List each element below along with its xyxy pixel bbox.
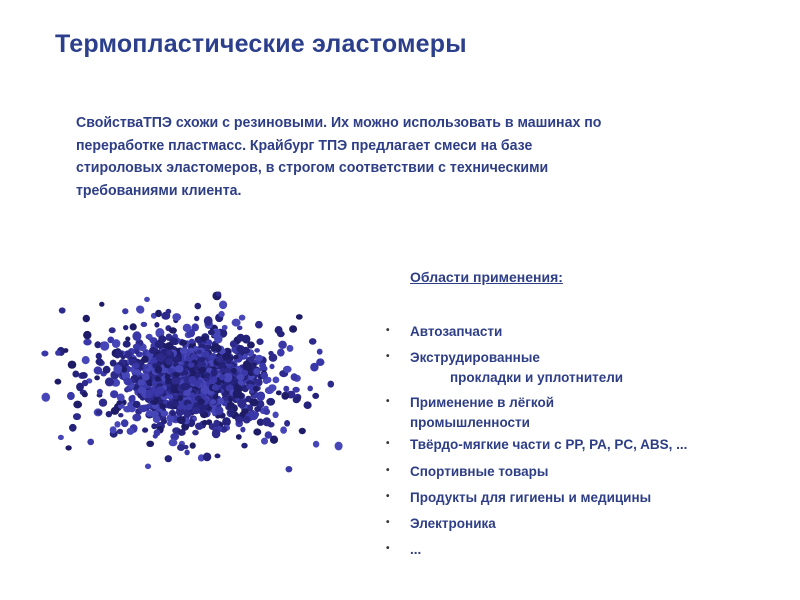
pellet (191, 354, 197, 360)
pellet (168, 368, 174, 373)
pellet (160, 403, 166, 409)
pellet (287, 345, 294, 352)
pellet (199, 357, 205, 363)
pellet (219, 301, 227, 310)
pellet (169, 337, 178, 344)
pellet (215, 345, 222, 352)
pellet (65, 445, 71, 450)
pellet (195, 373, 201, 378)
pellet (136, 306, 144, 314)
pellet (296, 314, 303, 320)
pellet (201, 352, 207, 357)
pellet (153, 415, 161, 423)
pellet (237, 334, 245, 342)
pellet (203, 453, 211, 462)
pellet (145, 390, 153, 399)
pellet (141, 322, 148, 327)
pellet (213, 395, 219, 400)
pellet (198, 399, 205, 405)
pellet (128, 395, 135, 403)
pellet (178, 429, 186, 436)
pellet (73, 401, 82, 409)
pellet (115, 350, 124, 357)
pellet (229, 410, 235, 416)
pellet (106, 411, 113, 417)
pellet (222, 353, 229, 360)
pellet (265, 431, 272, 439)
bullet-icon: • (386, 543, 390, 554)
pellet (146, 441, 154, 447)
pellet (246, 384, 254, 390)
pellet (206, 339, 212, 345)
pellet (198, 367, 205, 373)
pellet (97, 389, 103, 395)
pellet (277, 349, 285, 357)
pellet (127, 428, 135, 435)
pellet (241, 443, 247, 449)
pellet (317, 349, 323, 355)
bullet-icon: • (386, 325, 390, 336)
pellet (231, 368, 237, 374)
pellet (240, 427, 245, 433)
pellet (112, 339, 120, 348)
pellet (72, 371, 79, 378)
pellet (87, 439, 94, 446)
pellet (289, 325, 297, 333)
pellet (177, 405, 183, 410)
pellet (276, 390, 282, 395)
pellet (286, 466, 293, 472)
pellet (83, 315, 90, 322)
pellet (212, 429, 221, 438)
pellet (166, 334, 172, 339)
pellet (235, 416, 243, 423)
pellet (180, 347, 189, 354)
pellet (194, 316, 199, 321)
intro-line: стироловых эластомеров, в строгом соответствии с техническими (76, 159, 549, 176)
pellet (186, 404, 192, 411)
pellet (166, 350, 172, 356)
pellet (254, 348, 260, 353)
pellet (273, 412, 279, 419)
pellet (284, 420, 290, 427)
pellet (82, 380, 88, 386)
bullet-icon: • (386, 351, 390, 362)
bullet-icon: • (386, 438, 390, 449)
pellet (94, 375, 100, 380)
pellet (180, 340, 188, 346)
bullet-icon: • (386, 396, 390, 407)
pellet (204, 372, 210, 378)
pellet (155, 310, 162, 317)
pellet (156, 353, 165, 362)
pellet (283, 366, 292, 373)
pellet (155, 365, 163, 373)
pellet (121, 419, 129, 427)
pellet (293, 397, 301, 404)
pellet (175, 365, 184, 373)
pellet (263, 417, 272, 426)
pellet (143, 364, 149, 369)
pellet (184, 450, 189, 456)
pellet (253, 379, 259, 385)
pellet (117, 401, 122, 406)
pellet (165, 455, 172, 462)
pellet (79, 372, 88, 379)
pellet (230, 341, 237, 348)
pellet (188, 362, 195, 368)
pellet (118, 413, 123, 417)
pellet (194, 381, 201, 387)
pellet (243, 361, 252, 371)
intro-paragraph (76, 112, 641, 202)
pellet (94, 366, 103, 374)
pellet (269, 364, 274, 369)
pellet (67, 392, 75, 400)
pellet (110, 390, 118, 398)
pellet (94, 341, 101, 348)
pellet (55, 379, 62, 385)
pellet (145, 464, 151, 470)
pellet (249, 412, 258, 420)
pellet (261, 372, 269, 379)
pellet (142, 427, 148, 432)
pellet (281, 392, 289, 400)
pellet (41, 351, 48, 357)
pellet (178, 395, 183, 401)
pellet (158, 335, 166, 343)
pellet (191, 323, 199, 331)
areas-heading: Области применения: (410, 269, 563, 285)
slide-title: Термопластические эластомеры (55, 30, 467, 58)
pellet (215, 454, 221, 459)
pellet (130, 323, 137, 330)
pellet (237, 374, 245, 381)
pellet (218, 311, 224, 317)
pellet (117, 429, 123, 435)
pellet (253, 386, 259, 392)
pellet (123, 325, 128, 330)
pellet (58, 435, 64, 440)
pellet (155, 376, 161, 382)
pellet (222, 325, 228, 330)
pellet (73, 413, 81, 420)
pellet (83, 331, 91, 339)
pellet (136, 370, 142, 375)
pellet (213, 420, 219, 427)
pellet (211, 369, 218, 376)
pellet (165, 358, 173, 365)
pellet (309, 338, 317, 345)
pellet (312, 393, 319, 399)
pellet (177, 416, 186, 424)
pellet (208, 330, 215, 336)
pellet (202, 420, 208, 426)
pellet (201, 386, 209, 394)
pellet (146, 410, 153, 417)
pellet (113, 364, 122, 373)
pellet (99, 302, 104, 307)
pellet (183, 324, 192, 332)
pellet (110, 426, 117, 433)
pellet (169, 327, 177, 333)
pellet (167, 394, 174, 399)
bullet-icon: • (386, 465, 390, 476)
pellet (109, 327, 116, 333)
pellet (132, 414, 141, 422)
pellet (161, 312, 170, 320)
pellet (204, 316, 213, 326)
pellet (304, 401, 312, 409)
pellet (253, 428, 261, 435)
pellet (165, 374, 170, 380)
pellet (55, 350, 61, 356)
pellet (96, 358, 104, 365)
pellet (210, 399, 216, 404)
intro-line: СвойстваТПЭ схожи с резиновыми. Их можно использовать в машинах по (76, 114, 602, 131)
pellet (253, 368, 260, 375)
pellet (310, 363, 318, 372)
pellet (215, 406, 224, 415)
pellet (190, 442, 196, 448)
pellet (132, 402, 138, 407)
pellet (114, 421, 120, 427)
pellet (254, 406, 261, 412)
pellet (170, 411, 176, 417)
pellet (139, 405, 148, 412)
pellet (172, 313, 181, 321)
pellet (156, 386, 165, 395)
pellet (269, 354, 278, 362)
tpe-pellets-image (0, 250, 380, 510)
intro-line: переработке пластмасс. Крайбург ТПЭ предлагает смеси на базе (76, 136, 533, 154)
pellet (266, 398, 275, 406)
pellet (42, 393, 51, 402)
pellet (283, 386, 289, 392)
bullet-icon: • (386, 491, 390, 502)
pellet (99, 399, 107, 407)
pellet (328, 381, 335, 388)
pellet (103, 366, 111, 374)
pellet (138, 379, 146, 386)
pellet (149, 347, 157, 354)
pellet (63, 348, 68, 353)
pellet (142, 373, 149, 381)
pellet (171, 378, 179, 385)
pellet (299, 428, 306, 434)
pellet (201, 336, 207, 341)
pellet (195, 303, 202, 310)
pellet (146, 334, 152, 339)
pellet (122, 308, 128, 314)
pellet (59, 307, 66, 313)
pellet (96, 410, 103, 415)
pellet (227, 402, 233, 407)
pellet (133, 344, 141, 350)
pellet (82, 392, 88, 398)
pellet (233, 355, 239, 360)
pellet (132, 331, 141, 341)
pellet (256, 338, 263, 345)
pellet (211, 376, 217, 383)
pellet (154, 322, 159, 328)
pellet (169, 439, 178, 446)
pellet (219, 374, 225, 380)
pellet (280, 426, 287, 433)
pellet (291, 373, 298, 381)
bullet-icon: • (386, 517, 390, 528)
pellet (255, 355, 263, 362)
pellet (242, 408, 248, 413)
pellet (237, 399, 246, 408)
pellet (257, 392, 265, 401)
pellet (313, 441, 319, 448)
pellet (232, 319, 241, 327)
pellet (265, 387, 274, 394)
pellet (335, 442, 343, 451)
pellet (233, 390, 241, 399)
pellet (236, 434, 242, 440)
pellet (212, 384, 220, 390)
pellet (180, 383, 189, 390)
pellet (69, 424, 77, 432)
pellet (197, 350, 202, 354)
pellet (189, 339, 195, 344)
pellet (261, 438, 268, 445)
pellet (273, 377, 280, 384)
pellet (177, 444, 185, 451)
pellet (82, 356, 90, 364)
pellet (277, 331, 285, 337)
pellet (105, 377, 114, 386)
pellet (161, 410, 169, 416)
pellet (83, 339, 91, 346)
pellet (171, 386, 178, 393)
pellet (255, 321, 263, 329)
pellet (241, 347, 250, 354)
intro-line: требованиями клиента. (76, 181, 242, 199)
pellet (124, 378, 133, 386)
pellet (263, 408, 270, 415)
pellet (141, 356, 148, 363)
pellet (68, 361, 77, 369)
pellet (123, 341, 131, 348)
pellet (161, 419, 167, 424)
pellet (192, 407, 201, 414)
pellet (192, 430, 199, 436)
pellet (153, 434, 158, 439)
pellet (144, 297, 150, 302)
pellet (133, 363, 140, 369)
pellet (307, 386, 313, 392)
pellet (100, 341, 109, 350)
pellet (278, 341, 287, 349)
pellet (151, 423, 157, 429)
pellet (216, 292, 222, 297)
pellet (125, 337, 130, 342)
pellet (239, 315, 246, 321)
